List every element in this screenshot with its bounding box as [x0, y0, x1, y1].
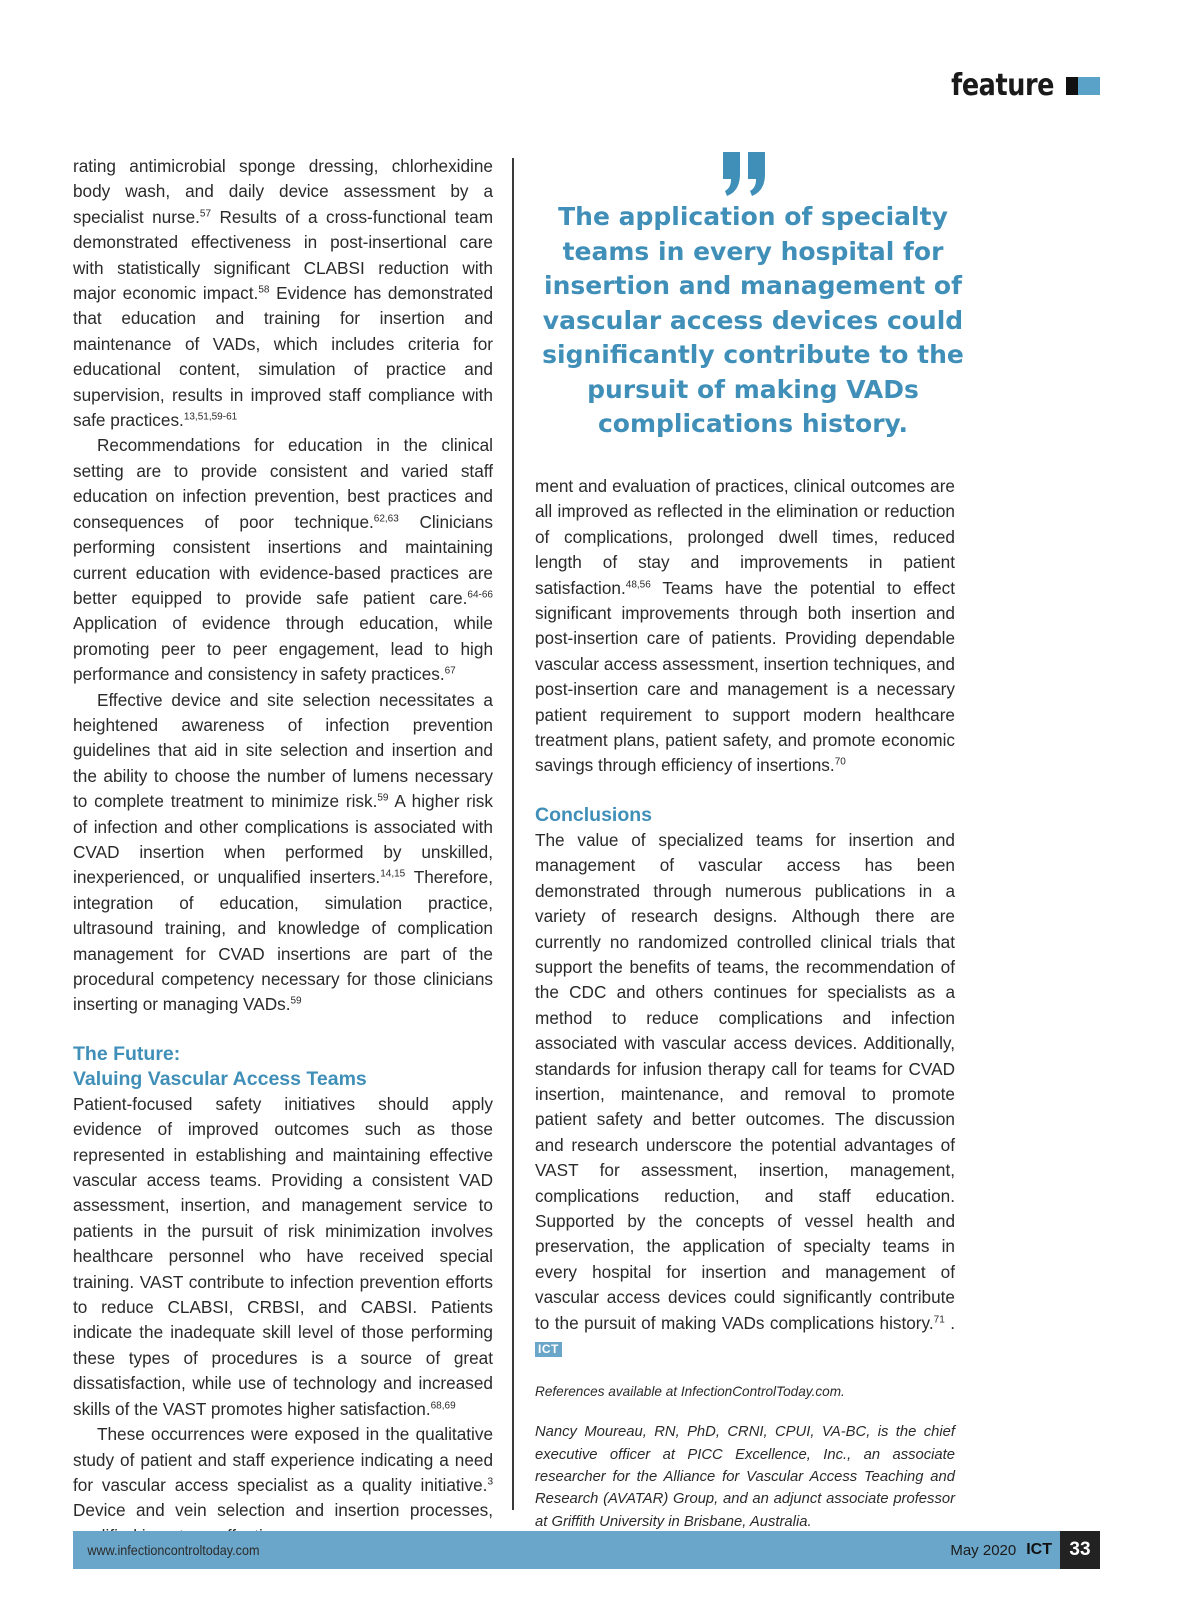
citation-superscript: 13,51,59-61	[183, 411, 238, 423]
paragraph: Effective device and site selection necessitates a heightened awareness of infection prevention guidelines that aid in site selection and insertion and the ability to choose the number of lumens necessary to complete treatment to minimize risk.$^{59}$ A higher risk of infection and other complications is associated with CVAD insertion when performed by unskilled, inexperienced, or unqualified inserters.$^{14,15}$ Therefore, integration of education, simulation practice, ultrasound training, and knowledge of complication management for CVAD insertions are part of the procedural competency necessary for those clinicians inserting or managing VADs.$^{59}$	[73, 689, 493, 1015]
right-column	[535, 474, 955, 1533]
section-label: feature	[951, 68, 1054, 103]
citation-superscript: 62,63	[373, 512, 399, 524]
footer-brand: ICT	[1026, 1541, 1052, 1558]
citation-superscript: 71	[933, 1313, 945, 1325]
citation-superscript: 64-66	[467, 589, 493, 601]
page-number: 33	[1060, 1531, 1100, 1569]
paragraph: ment and evaluation of practices, clinical outcomes are all improved as reflected in the elimination or reduction of complications, prolonged dwell times, reduced length of stay and improvements in patient satisfaction.$^{48,56}$ Teams have the potential to effect significant improvements through both insertion and post-insertion care of patients. Providing dependable vascular access assessment, insertion techniques, and post-insertion care and management is a necessary patient requirement to support modern healthcare treatment plans, patient safety, and promote economic savings through efficiency of insertions.$^{70}$	[535, 476, 955, 776]
section-heading-future: The Future:	[73, 1042, 181, 1065]
ict-end-logo: ICT	[535, 1342, 562, 1357]
paragraph: These occurrences were exposed in the qualitative study of patient and staff experience indicating a need for vascular access specialist as a quality initiative.$^3$ Device and vein selection and insertion processes,	[73, 1424, 493, 1521]
citation-superscript: 59	[377, 792, 389, 804]
column-divider	[512, 158, 514, 1510]
citation-superscript: 58	[258, 284, 270, 296]
citation-superscript: 70	[834, 756, 846, 768]
author-bio: Nancy Moureau, RN, PhD, CRNI, CPUI, VA-BC, is the chief executive officer at PICC Excellence, Inc., an associate researcher for the Alliance for Vascular Access Teaching and Research (AVATAR) Group, and an adjunct associate professor at Griffith University in Brisbane, Australia.	[535, 1424, 955, 1530]
paragraph: Recommendations for education in the clinical setting are to provide consistent and varied staff education on infection prevention, best practices and consequences of poor technique.$^{62,63}$ Clinicians performing consistent insertions and maintaining current education with evidence-based practices are better equipped to provide safe patient care.$^{64-66}$ Application of evidence through education, while promoting peer to peer engagement, lead to high performance and consistency in safety practices.$^{67}$	[73, 435, 493, 685]
pull-quote: The application of specialty teams in every hospital for insertion and management of vascular access devices could significantly contribute to the pursuit of making VADs complications history.	[542, 202, 964, 438]
left-column	[73, 154, 493, 1549]
footer-url[interactable]: www.infectioncontroltoday.com	[87, 1542, 260, 1558]
paragraph: rating antimicrobial sponge dressing, chlorhexidine body wash, and daily device assessment by a specialist nurse.$^{57}$ Results of a cross-functional team demonstrated effectiveness in post-insertional care with statistically significant CLABSI reduction with major economic impact.$^{58}$ Evidence has demonstrated that education and training for insertion and maintenance of VADs, which includes criteria for educational content, simulation of practice and supervision, results in improved staff compliance with safe practices.$^{13,51,59-61}$	[73, 156, 494, 431]
citation-superscript: 57	[199, 208, 212, 220]
citation-superscript: 3	[487, 1476, 493, 1488]
footer-date: May 2020	[950, 1541, 1017, 1559]
references-note: References available at InfectionControlToday.com.	[535, 1384, 845, 1400]
section-marker-icon	[1066, 77, 1100, 95]
footer-bar	[73, 1531, 1100, 1569]
paragraph: Patient-focused safety initiatives should apply evidence of improved outcomes such as those represented in establishing and maintaining effective vascular access teams. Providing a consistent VAD assessment, insertion, and management service to patients in the pursuit of risk minimization involves healthcare personnel who have received special training. VAST contribute to infection prevention efforts to reduce CLABSI, CRBSI, and CABSI. Patients indicate the inadequate skill level of those performing these types of procedures is a source of great dissatisfaction, while use of technology and increased skills of the VAST promotes higher satisfaction.$^{68,69}$	[73, 1093, 493, 1419]
section-heading-conclusions: Conclusions	[535, 803, 653, 826]
citation-superscript: 67	[444, 665, 456, 677]
quote-mark-icon	[720, 150, 770, 198]
citation-superscript: 14,15	[380, 868, 406, 880]
citation-superscript: 59	[290, 995, 302, 1007]
citation-superscript: 68,69	[430, 1399, 456, 1411]
section-header	[933, 68, 1100, 103]
citation-superscript: 48,56	[625, 578, 651, 590]
paragraph: The value of specialized teams for insertion and management of vascular access has been demonstrated through numerous publications in a variety of research designs. Although there are currently no randomized controlled clinical trials that support the benefits of teams, the recommendation of the CDC and others continues for specialists as a method to reduce complications and infection associated with vascular access devices. Additionally, standards for infusion therapy call for teams for CVAD insertion, maintenance, and removal to promote patient safety and better outcomes. The discussion and research underscore the potential advantages of VAST for assessment, insertion, management, complications reduction, and staff education. Supported by the concepts of vessel health and preservation, the application of specialty teams in every hospital for insertion and management of vascular access devices could significantly contribute to the pursuit of making VADs complications history.$^{71}$ .ICT	[535, 829, 955, 1356]
section-heading-valuing: Valuing Vascular Access Teams	[73, 1067, 367, 1090]
